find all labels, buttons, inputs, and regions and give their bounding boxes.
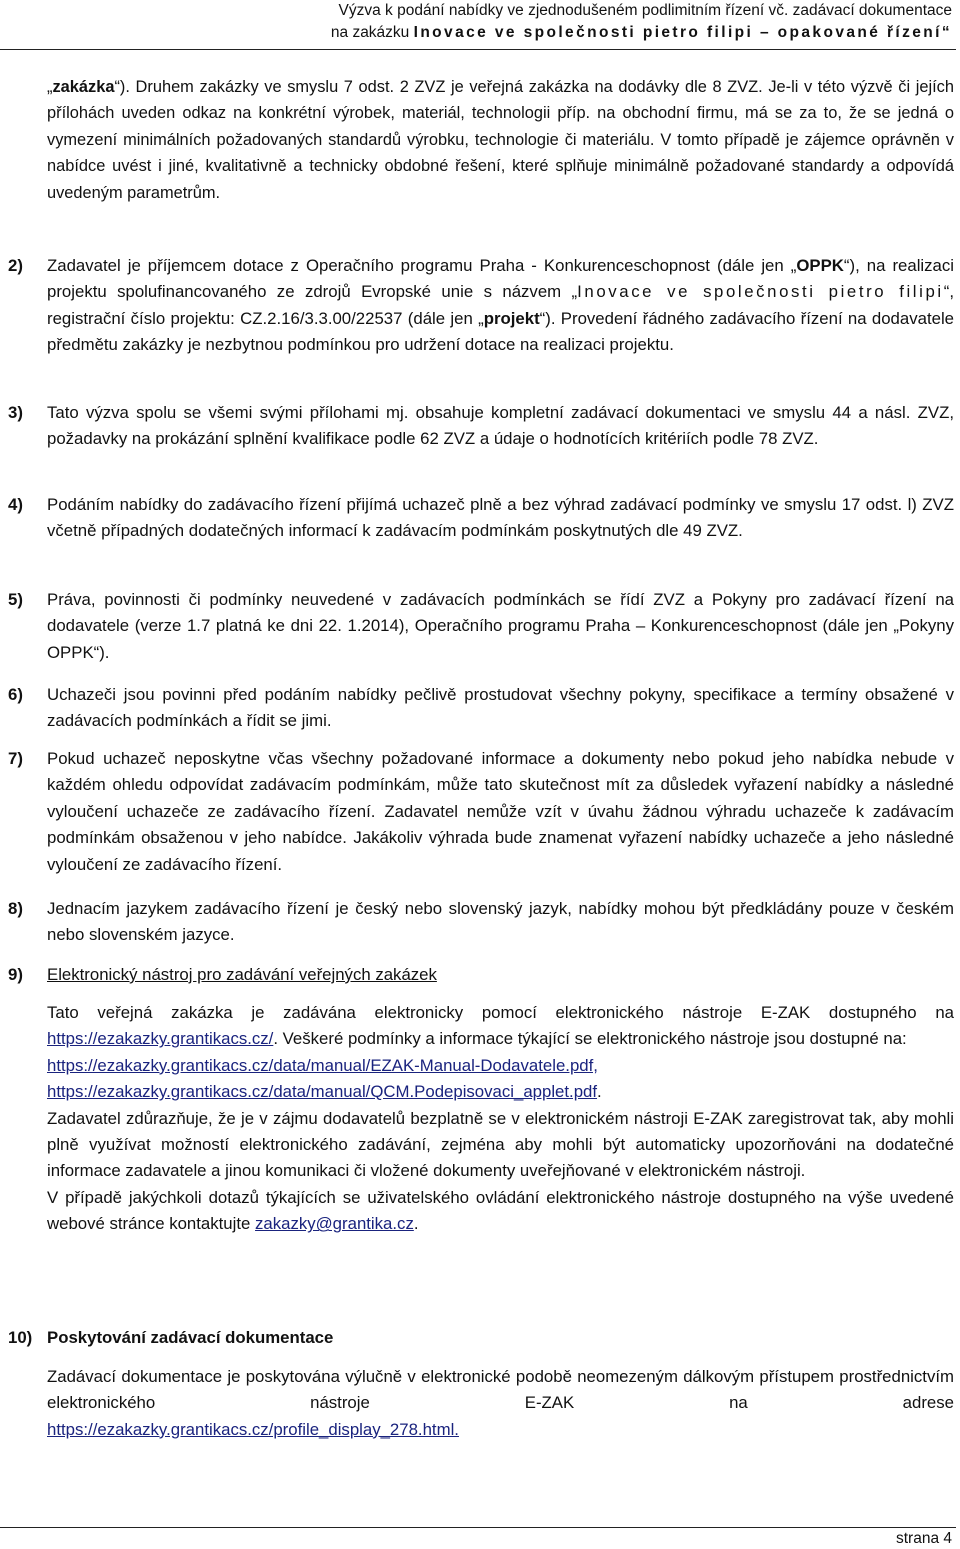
item-number-10: 10)	[8, 1328, 33, 1347]
item-7-paragraph: Pokud uchazeč neposkytne včas všechny požadované informace a dokumenty nebo pokud jeho nabídka nebude v každém ohledu odpovídat zadávacím podmínkám, může tato skutečnost mít za důsledek vyřazení nabídky a následné vyloučení uchazeče ze zadávacího řízení. Zadavatel nemůže vzít v úvahu žádnou výhradu uchazeče k zadávacím podmínkám obsaženou v jeho nabídce. Jakákoliv výhrada bude znamenat vyřazení nabídky uchazeče a jeho následné vyloučení ze zadávacího řízení.	[47, 749, 954, 874]
term-zakazka: zakázka	[52, 78, 115, 96]
quote-open: „	[47, 78, 53, 96]
section-9-registration: Zadavatel zdůrazňuje, že je v zájmu dodavatelů bezplatně se v elektronickém nástroji E-ZAK zaregistrovat tak, aby mohli plně využívat možností elektronického zadávání, zejména aby mohli být automaticky upozorňováni na dodatečné informace zadavatele a jinou komunikaci či vložené dokumenty uveřejňované v elektronickém nástroji.	[47, 1108, 954, 1181]
item-2-text-d: “, registrační číslo projektu: CZ.2.16/3.3.00/22537 (dále jen „	[47, 282, 954, 328]
item-number-4: 4)	[8, 495, 23, 514]
section-9-text-a: Tato veřejná zakázka je zadávána elektronicky pomocí elektronického nástroje E-ZAK dostupného na	[47, 1003, 954, 1022]
section-10-body	[47, 1364, 954, 1443]
item-4-paragraph: Podáním nabídky do zadávacího řízení přijímá uchazeč plně a bez výhrad zadávací podmínky ve smyslu 17 odst. l) ZVZ včetně případných dodatečných informací k zadávacím podmínkám poskytnutých dle 49 ZVZ.	[47, 495, 954, 541]
item-number-8: 8)	[8, 899, 23, 918]
ezak-applet-manual-link[interactable]: https://ezakazky.grantikacs.cz/data/manual/QCM.Podepisovaci_applet.pdf	[47, 1082, 598, 1102]
page-header	[331, 0, 952, 44]
ezak-manual-link[interactable]: https://ezakazky.grantikacs.cz/data/manual/EZAK-Manual-Dodavatele.pdf,	[47, 1055, 598, 1075]
item-2-paragraph	[47, 253, 954, 359]
section-9-contact-end: .	[413, 1214, 419, 1234]
header-contract-title: Inovace ve společnosti pietro filipi – opakované řízení“	[413, 24, 952, 41]
item-number-2: 2)	[8, 256, 23, 275]
item-number-9: 9)	[8, 965, 23, 984]
item-2-text-e: “). Provedení řádného zadávacího řízení na dodavatele předmětu zakázky je nezbytnou podmínkou pro udržení dotace na realizaci projektu.	[47, 308, 955, 355]
applet-link-row	[47, 1079, 954, 1105]
item-6-paragraph: Uchazeči jsou povinni před podáním nabídky pečlivě prostudovat všechny pokyny, specifikace a termíny obsažené v zadávacích podmínkách a řídit se jimi.	[47, 685, 954, 731]
item-3-paragraph: Tato výzva spolu se všemi svými přílohami mj. obsahuje kompletní zadávací dokumentaci ve smyslu 44 a násl. ZVZ, požadavky na prokázání splnění kvalifikace podle 62 ZVZ a údaje o hodnotících kritériích podle 78 ZVZ.	[47, 403, 954, 449]
footer-divider	[0, 1527, 956, 1528]
header-prefix: na zakázku	[330, 24, 414, 41]
header-line-1: Výzva k podání nabídky ve zjednodušeném podlimitním řízení vč. zadávací dokumentace	[338, 2, 952, 19]
item-8-paragraph: Jednacím jazykem zadávacího řízení je český nebo slovenský jazyk, nabídky mohou být předkládány pouze v českém nebo slovenském jazyce.	[47, 899, 954, 945]
item-2-text-a: Zadavatel je příjemcem dotace z Operačního programu Praha - Konkurenceschopnost (dále jen „	[47, 256, 797, 275]
section-9-heading: Elektronický nástroj pro zadávání veřejných zakázek	[47, 965, 437, 984]
item-5-paragraph: Práva, povinnosti či podmínky neuvedené v zadávacích podmínkách se řídí ZVZ a Pokyny pro zadávací řízení na dodavatele (verze 1.7 platná ke dni 22. 1.2014), Operačního programu Praha – Konkurenceschopnost (dále jen „Pokyny OPPK“).	[47, 590, 954, 662]
ezak-profile-link[interactable]: https://ezakazky.grantikacs.cz/profile_display_278.html.	[47, 1419, 459, 1439]
section-9-contact-text: V případě jakýchkoli dotazů týkajících se uživatelského ovládání elektronického nástroje dostupného na výše uvedené webové stránce kontaktujte	[47, 1187, 954, 1234]
section-9-text-b: . Veškeré podmínky a informace týkající se elektronického nástroje jsou dostupné na:	[273, 1029, 907, 1049]
term-oppk: OPPK	[796, 256, 844, 275]
item-number-3: 3)	[8, 403, 23, 422]
header-line-2	[331, 22, 952, 44]
applet-link-period: .	[597, 1082, 602, 1102]
item-number-5: 5)	[8, 590, 23, 609]
item-number-6: 6)	[8, 685, 23, 704]
intro-paragraph	[47, 74, 954, 206]
profile-link-row	[47, 1417, 954, 1443]
term-projekt: projekt	[483, 308, 540, 328]
section-10-text: Zadávací dokumentace je poskytována výlučně v elektronické podobě neomezeným dálkovým přístupem prostřednictvím elektronického nástroje E-ZAK na adrese	[47, 1367, 954, 1413]
section-9-body	[47, 1000, 954, 1238]
section-9-intro	[47, 1000, 954, 1053]
manual-link-row	[47, 1053, 954, 1079]
project-name: Inovace ve společnosti pietro filipi	[577, 282, 944, 302]
ezak-homepage-link[interactable]: https://ezakazky.grantikacs.cz/	[47, 1029, 274, 1049]
section-10-heading: Poskytování zadávací dokumentace	[47, 1328, 334, 1347]
contact-email-link[interactable]: zakazky@grantika.cz	[255, 1214, 414, 1234]
item-2-text-c: “), na realizaci projektu spolufinancovaného ze zdrojů Evropské unie s názvem „	[47, 256, 955, 302]
page-number: strana 4	[895, 1530, 952, 1547]
section-9-contact	[47, 1185, 954, 1238]
intro-text: “). Druhem zakázky ve smyslu 7 odst. 2 ZVZ je veřejná zakázka na dodávky dle 8 ZVZ. Je-li v této výzvě či jejích přílohách uveden odkaz na konkrétní výrobek, materiál, technologii příp. na obchodní firmu, má se za to, že se jedná o vymezení minimálních požadovaných standardů výrobku, technologie či materiálu. V tomto případě je zájemce oprávněn v nabídce uvést i jiné, kvalitativně a technicky obdobné řešení, které splňuje minimálně požadované standardy a odpovídá uvedeným parametrům.	[47, 78, 954, 202]
item-number-7: 7)	[8, 749, 23, 768]
header-divider	[0, 49, 956, 50]
